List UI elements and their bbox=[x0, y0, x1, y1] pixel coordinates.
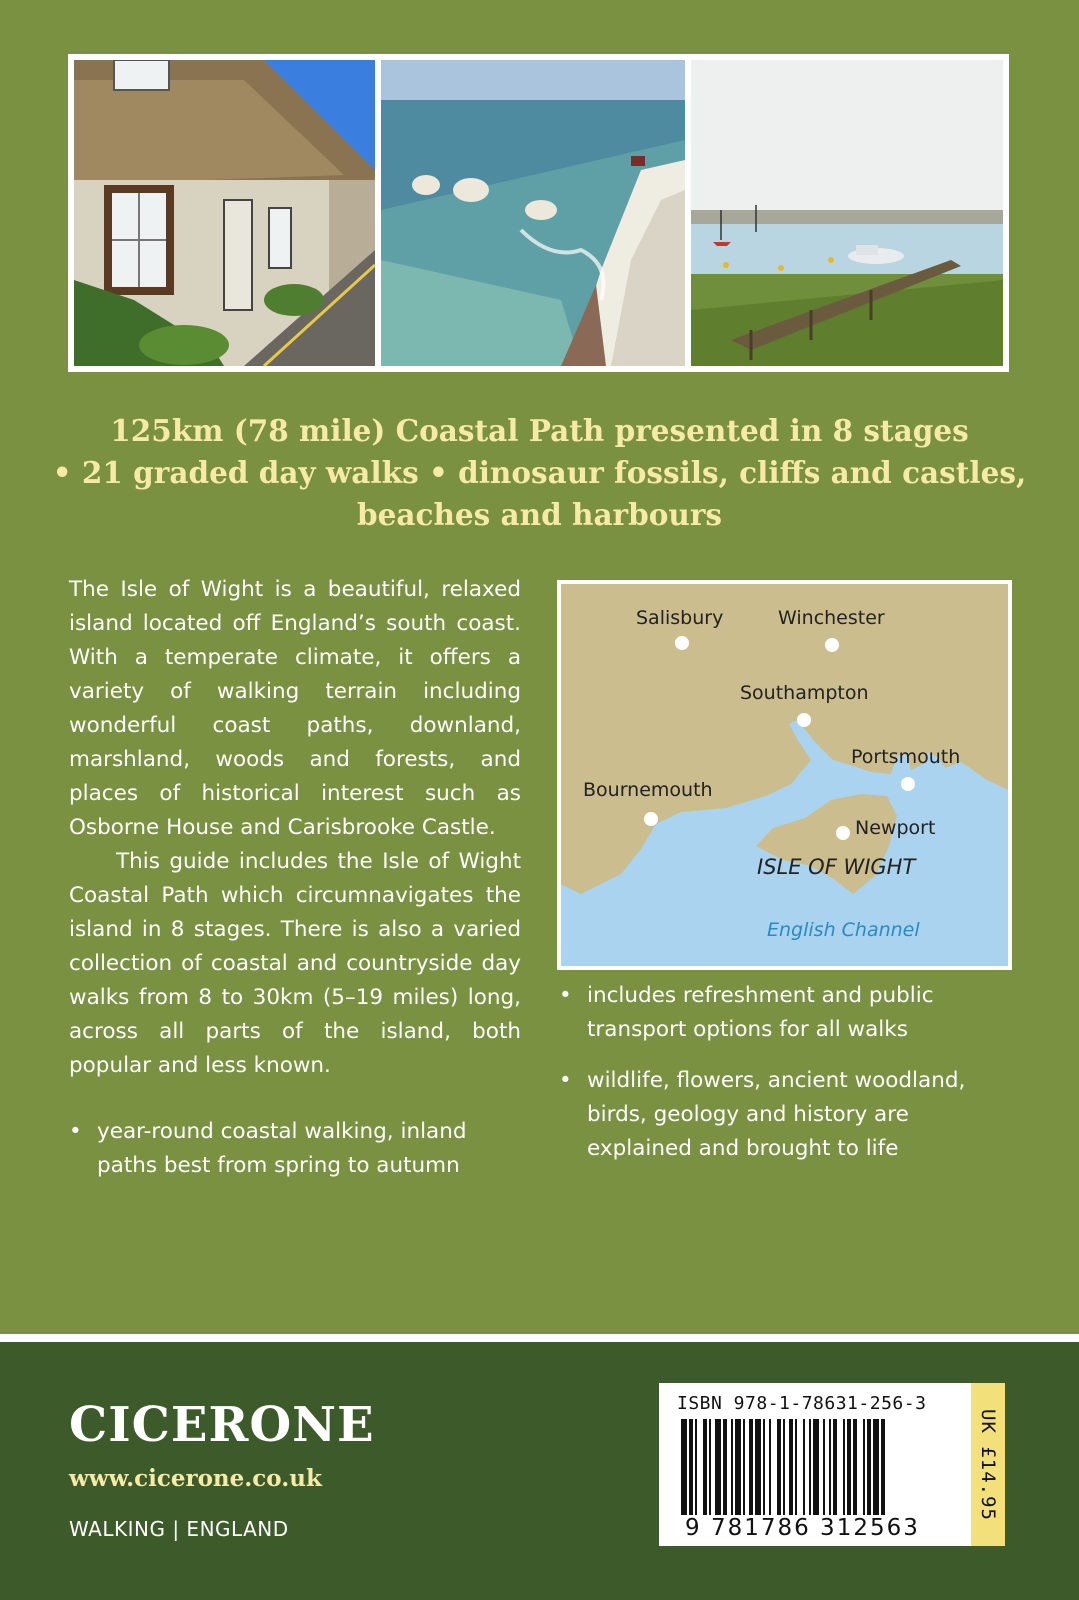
description bbox=[69, 573, 521, 1083]
barcode-icon bbox=[681, 1419, 943, 1515]
barcode-bar bbox=[681, 1419, 687, 1515]
bullet-icon: • bbox=[559, 983, 572, 1008]
barcode-bar bbox=[843, 1419, 845, 1515]
price-strip bbox=[971, 1383, 1005, 1546]
barcode-bar bbox=[873, 1419, 879, 1515]
barcode-bar bbox=[809, 1419, 811, 1515]
barcode-bar bbox=[823, 1419, 825, 1515]
bullet-text: wildlife, flowers, ancient woodland, birds, geology and history are explained and brought to life bbox=[587, 1068, 966, 1161]
barcode-bar bbox=[829, 1419, 831, 1515]
needles-cliffs-photo bbox=[381, 60, 685, 366]
description-paragraph-2: This guide includes the Isle of Wight Coastal Path which circumnavigates the island in 8 stages. There is also a varied collection of coastal and countryside day walks from 8 to 30km (5–19 miles) long, across all parts of the island, both popular and less known. bbox=[69, 849, 521, 1078]
barcode-bar bbox=[703, 1419, 707, 1515]
island-label: ISLE OF WIGHT bbox=[757, 855, 916, 879]
publisher-logo: CICERONE bbox=[69, 1397, 375, 1453]
barcode-bar bbox=[803, 1419, 805, 1515]
barcode-digits: 9 781786 312563 bbox=[685, 1515, 920, 1541]
winchester-label: Winchester bbox=[778, 607, 885, 629]
barcode-bar bbox=[863, 1419, 865, 1515]
barcode-bar bbox=[723, 1419, 727, 1515]
barcode-bar bbox=[833, 1419, 837, 1515]
barcode-bar bbox=[695, 1419, 697, 1515]
barcode-bar bbox=[743, 1419, 745, 1515]
bullet-item bbox=[559, 979, 1019, 1047]
barcode-bar bbox=[749, 1419, 753, 1515]
bullet-item bbox=[69, 1115, 529, 1183]
sea-label: English Channel bbox=[767, 919, 920, 941]
map-svg bbox=[561, 584, 1008, 966]
barcode-bar bbox=[813, 1419, 819, 1515]
bullet-text: includes refreshment and public transport options for all walks bbox=[587, 983, 934, 1042]
location-map bbox=[557, 580, 1012, 970]
barcode-bar bbox=[867, 1419, 871, 1515]
photo-strip bbox=[68, 54, 1009, 372]
barcode-bar bbox=[881, 1419, 885, 1515]
newport-label: Newport bbox=[855, 817, 936, 839]
barcode-bar bbox=[735, 1419, 741, 1515]
bullet-icon: • bbox=[559, 1068, 572, 1093]
isbn-label: ISBN 978-1-78631-256-3 bbox=[677, 1393, 927, 1414]
footer-divider bbox=[0, 1334, 1079, 1342]
southampton-marker bbox=[797, 713, 811, 727]
footer bbox=[0, 1342, 1079, 1600]
bournemouth-label: Bournemouth bbox=[583, 779, 713, 801]
bournemouth-marker bbox=[644, 812, 658, 826]
barcode-bar bbox=[795, 1419, 797, 1515]
barcode-bar bbox=[689, 1419, 693, 1515]
book-category: WALKING | ENGLAND bbox=[69, 1517, 289, 1541]
salisbury-marker bbox=[675, 636, 689, 650]
barcode-bar bbox=[763, 1419, 765, 1515]
tagline-line-2: • 21 graded day walks • dinosaur fossils, cliffs and castles, bbox=[52, 455, 1027, 490]
bullet-list-right bbox=[559, 979, 1019, 1183]
newport-marker bbox=[836, 826, 850, 840]
salisbury-label: Salisbury bbox=[636, 607, 724, 629]
bullet-text: year-round coastal walking, inland paths best from spring to autumn bbox=[97, 1119, 467, 1178]
barcode-bar bbox=[777, 1419, 781, 1515]
barcode-bar bbox=[755, 1419, 761, 1515]
southampton-label: Southampton bbox=[740, 682, 869, 704]
publisher-url: www.cicerone.co.uk bbox=[69, 1465, 322, 1492]
barcode-bar bbox=[847, 1419, 851, 1515]
portsmouth-label: Portsmouth bbox=[851, 746, 961, 768]
bullet-icon: • bbox=[69, 1119, 82, 1144]
barcode-bar bbox=[709, 1419, 711, 1515]
price-label: UK £14.95 bbox=[977, 1408, 999, 1521]
tagline bbox=[40, 410, 1039, 536]
harbour-jetty-photo bbox=[691, 60, 1003, 366]
barcode-bar bbox=[853, 1419, 857, 1515]
winchester-marker bbox=[825, 638, 839, 652]
thatched-cottages-photo bbox=[74, 60, 375, 366]
portsmouth-marker bbox=[901, 777, 915, 791]
barcode-panel bbox=[659, 1383, 1005, 1546]
tagline-line-1: 125km (78 mile) Coastal Path presented in 8 stages bbox=[110, 413, 969, 448]
bullet-item bbox=[559, 1064, 1019, 1166]
barcode-bar bbox=[783, 1419, 785, 1515]
barcode-bar bbox=[789, 1419, 793, 1515]
bullet-list-left bbox=[69, 1115, 529, 1200]
barcode-bar bbox=[769, 1419, 771, 1515]
barcode-bar bbox=[731, 1419, 733, 1515]
barcode-bar bbox=[715, 1419, 721, 1515]
description-paragraph-1: The Isle of Wight is a beautiful, relaxed island located off England’s south coast. With a temperate climate, it offers a variety of walking terrain including wonderful coast paths, downland, marshland, woods and forests, and places of historical interest such as Osborne House and Carisbrooke Castle. bbox=[69, 577, 521, 840]
tagline-line-3: beaches and harbours bbox=[356, 497, 723, 532]
